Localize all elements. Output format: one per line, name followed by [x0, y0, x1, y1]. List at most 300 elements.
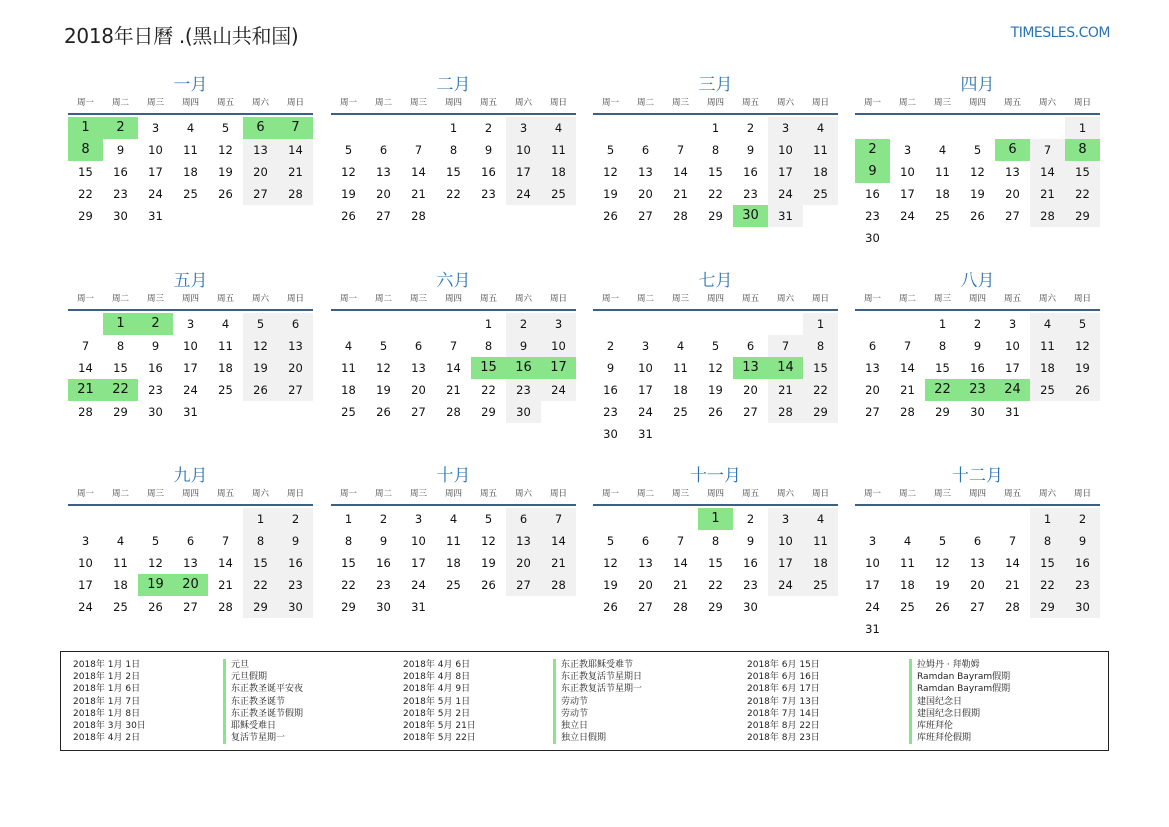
- holiday-date: 2018年 4月 9日: [403, 684, 471, 695]
- weekday-label: 周五: [1003, 98, 1021, 108]
- day-cell: 16: [603, 383, 618, 397]
- day-cell: 23: [113, 187, 128, 201]
- weekday-header: [593, 97, 838, 115]
- month-name: 十二月: [952, 466, 1003, 486]
- day-cell: 12: [481, 534, 496, 548]
- holiday-dates-col-3: [747, 659, 820, 744]
- weekday-label: 周四: [968, 489, 986, 499]
- weekday-label: 周日: [549, 294, 567, 304]
- day-cell: 1: [1065, 117, 1100, 139]
- day-cell: 23: [865, 209, 880, 223]
- holiday-name: 建国纪念日假期: [909, 708, 1010, 720]
- day-cell: 27: [183, 600, 198, 614]
- day-cell: 13: [243, 139, 278, 161]
- day-cell: 28: [900, 405, 915, 419]
- day-cell: 16: [481, 165, 496, 179]
- day-cell: 8: [803, 335, 838, 357]
- holiday-date: 2018年 8月 23日: [747, 733, 820, 744]
- day-cell: 11: [935, 165, 950, 179]
- day-cell: 27: [638, 600, 653, 614]
- weekday-label: 周三: [146, 294, 164, 304]
- day-cell: 10: [411, 534, 426, 548]
- weekday-label: 周六: [251, 98, 269, 108]
- empty-cell: [628, 117, 663, 139]
- empty-cell: [890, 508, 925, 530]
- day-cell: 3: [903, 143, 912, 157]
- month-block: [855, 269, 1100, 423]
- day-cell: 31: [183, 405, 198, 419]
- empty-cell: [331, 117, 366, 139]
- day-cell: 20: [506, 552, 541, 574]
- day-cell: 4: [186, 121, 195, 135]
- weekday-label: 周一: [339, 489, 357, 499]
- day-cell: 20: [970, 578, 985, 592]
- day-cell: 14: [218, 556, 233, 570]
- weekday-header: [68, 97, 313, 115]
- day-cell: 25: [1030, 379, 1065, 401]
- day-cell: 5: [151, 534, 160, 548]
- weekday-header: [593, 293, 838, 311]
- day-cell: 2: [606, 339, 615, 353]
- empty-cell: [366, 313, 401, 335]
- weekday-label: 周一: [601, 489, 619, 499]
- day-cell: 4: [449, 512, 458, 526]
- day-cell: 15: [243, 552, 278, 574]
- day-cell: 25: [113, 600, 128, 614]
- day-cell: 17: [865, 578, 880, 592]
- day-cell: 23: [481, 187, 496, 201]
- empty-cell: [890, 117, 925, 139]
- day-cell: 29: [1065, 205, 1100, 227]
- month-block: [68, 269, 313, 423]
- holiday-date: 2018年 7月 14日: [747, 708, 820, 719]
- weekday-label: 周二: [111, 98, 129, 108]
- weekday-header: [855, 97, 1100, 115]
- holiday-day-cell: 22: [925, 379, 960, 401]
- day-cell: 12: [218, 143, 233, 157]
- day-cell: 9: [973, 339, 982, 353]
- day-cell: 9: [746, 143, 755, 157]
- day-cell: 15: [446, 165, 461, 179]
- day-cell: 17: [768, 552, 803, 574]
- weekday-label: 周一: [76, 98, 94, 108]
- day-cell: 13: [970, 556, 985, 570]
- day-cell: 19: [376, 383, 391, 397]
- day-cell: 30: [603, 427, 618, 441]
- day-cell: 17: [768, 161, 803, 183]
- day-cell: 12: [148, 556, 163, 570]
- holiday-day-cell: 24: [995, 379, 1030, 401]
- day-cell: 13: [638, 556, 653, 570]
- holiday-name: 拉姆丹 · 拜勒姆: [909, 659, 1010, 671]
- day-cell: 24: [78, 600, 93, 614]
- day-cell: 25: [341, 405, 356, 419]
- holiday-day-cell: 23: [960, 379, 995, 401]
- day-cell: 22: [708, 187, 723, 201]
- weekday-label: 周二: [374, 489, 392, 499]
- day-cell: 31: [1005, 405, 1020, 419]
- day-cell: 23: [148, 383, 163, 397]
- day-cell: 13: [1005, 165, 1020, 179]
- day-cell: 7: [81, 339, 90, 353]
- day-cell: 13: [638, 165, 653, 179]
- holiday-date: 2018年 6月 16日: [747, 672, 820, 683]
- empty-cell: [436, 313, 471, 335]
- day-cell: 13: [411, 361, 426, 375]
- day-cell: 22: [1030, 574, 1065, 596]
- day-cell: 16: [970, 361, 985, 375]
- day-cell: 21: [411, 187, 426, 201]
- day-cell: 10: [768, 530, 803, 552]
- holiday-date: 2018年 1月 2日: [73, 672, 141, 683]
- empty-cell: [960, 508, 995, 530]
- month-name: 四月: [960, 75, 995, 95]
- day-cell: 6: [746, 339, 755, 353]
- month-name: 九月: [173, 466, 208, 486]
- day-cell: 26: [603, 209, 618, 223]
- holiday-day-cell: 14: [768, 357, 803, 379]
- weekday-label: 周六: [1038, 294, 1056, 304]
- weekday-label: 周四: [181, 294, 199, 304]
- day-cell: 31: [865, 622, 880, 636]
- day-grid: [593, 508, 838, 618]
- holiday-name: 库班拜伦假期: [909, 732, 1010, 744]
- day-cell: 21: [1030, 183, 1065, 205]
- day-cell: 8: [484, 339, 493, 353]
- weekday-label: 周三: [933, 489, 951, 499]
- holiday-names-col-2: [553, 659, 642, 744]
- weekday-label: 周三: [671, 294, 689, 304]
- month-block: [855, 464, 1100, 640]
- day-cell: 19: [1065, 357, 1100, 379]
- day-cell: 4: [221, 317, 230, 331]
- holiday-day-cell: 8: [68, 139, 103, 161]
- day-cell: 4: [938, 143, 947, 157]
- day-cell: 8: [938, 339, 947, 353]
- day-cell: 28: [411, 209, 426, 223]
- holiday-date: 2018年 1月 7日: [73, 696, 141, 707]
- day-cell: 13: [183, 556, 198, 570]
- day-cell: 28: [541, 574, 576, 596]
- weekday-label: 周五: [741, 489, 759, 499]
- day-cell: 14: [411, 165, 426, 179]
- day-cell: 29: [243, 596, 278, 618]
- day-cell: 1: [344, 512, 353, 526]
- month-block: [331, 464, 576, 618]
- day-cell: 30: [148, 405, 163, 419]
- day-cell: 16: [743, 165, 758, 179]
- weekday-header: [331, 488, 576, 506]
- day-cell: 18: [935, 187, 950, 201]
- weekday-label: 周六: [1038, 98, 1056, 108]
- day-cell: 12: [935, 556, 950, 570]
- holiday-name: 建国纪念日: [909, 696, 1010, 708]
- holiday-day-cell: 16: [506, 357, 541, 379]
- month-name: 五月: [173, 271, 208, 291]
- day-cell: 28: [78, 405, 93, 419]
- holiday-day-cell: 30: [733, 205, 768, 227]
- month-block: [331, 73, 576, 227]
- weekday-label: 周四: [706, 294, 724, 304]
- day-cell: 12: [708, 361, 723, 375]
- day-cell: 29: [481, 405, 496, 419]
- day-cell: 23: [743, 187, 758, 201]
- day-cell: 20: [278, 357, 313, 379]
- day-cell: 20: [376, 187, 391, 201]
- day-cell: 9: [379, 534, 388, 548]
- day-cell: 24: [638, 405, 653, 419]
- day-cell: 4: [903, 534, 912, 548]
- day-cell: 10: [1005, 339, 1020, 353]
- day-cell: 1: [803, 313, 838, 335]
- day-cell: 27: [278, 379, 313, 401]
- day-cell: 18: [1030, 357, 1065, 379]
- day-cell: 26: [243, 379, 278, 401]
- day-cell: 28: [1030, 205, 1065, 227]
- day-cell: 18: [113, 578, 128, 592]
- holiday-date: 2018年 1月 6日: [73, 684, 141, 695]
- day-cell: 29: [935, 405, 950, 419]
- day-cell: 14: [673, 556, 688, 570]
- day-cell: 30: [278, 596, 313, 618]
- day-cell: 8: [1030, 530, 1065, 552]
- weekday-header: [855, 293, 1100, 311]
- day-cell: 28: [1005, 600, 1020, 614]
- weekday-label: 周六: [776, 294, 794, 304]
- day-cell: 17: [411, 556, 426, 570]
- day-cell: 20: [743, 383, 758, 397]
- day-cell: 12: [341, 165, 356, 179]
- day-cell: 29: [1030, 596, 1065, 618]
- month-block: [593, 464, 838, 618]
- holiday-date: 2018年 3月 30日: [73, 721, 146, 732]
- day-cell: 18: [446, 556, 461, 570]
- day-cell: 3: [641, 339, 650, 353]
- holiday-date: 2018年 4月 2日: [73, 733, 141, 744]
- day-cell: 2: [973, 317, 982, 331]
- day-cell: 25: [900, 600, 915, 614]
- day-cell: 29: [341, 600, 356, 614]
- empty-cell: [960, 117, 995, 139]
- weekday-label: 周三: [671, 489, 689, 499]
- day-cell: 20: [865, 383, 880, 397]
- day-cell: 19: [481, 556, 496, 570]
- day-cell: 5: [606, 143, 615, 157]
- site-link[interactable]: TIMESLES.COM: [1010, 25, 1110, 41]
- day-cell: 30: [1065, 596, 1100, 618]
- day-cell: 24: [541, 379, 576, 401]
- day-cell: 4: [1030, 313, 1065, 335]
- day-cell: 21: [278, 161, 313, 183]
- weekday-label: 周日: [286, 294, 304, 304]
- day-grid: [593, 117, 838, 227]
- day-cell: 27: [376, 209, 391, 223]
- day-cell: 4: [344, 339, 353, 353]
- day-cell: 25: [935, 209, 950, 223]
- day-cell: 22: [708, 578, 723, 592]
- day-cell: 15: [935, 361, 950, 375]
- holiday-name: 东正教圣诞节: [223, 696, 303, 708]
- holiday-date: 2018年 5月 22日: [403, 733, 476, 744]
- empty-cell: [103, 508, 138, 530]
- weekday-label: 周三: [409, 294, 427, 304]
- month-block: [855, 73, 1100, 249]
- day-cell: 11: [1030, 335, 1065, 357]
- day-cell: 1: [1030, 508, 1065, 530]
- weekday-label: 周一: [76, 294, 94, 304]
- day-cell: 23: [278, 574, 313, 596]
- day-cell: 23: [743, 578, 758, 592]
- weekday-label: 周日: [1073, 489, 1091, 499]
- weekday-header: [331, 293, 576, 311]
- day-grid: [331, 117, 576, 227]
- day-cell: 26: [935, 600, 950, 614]
- day-cell: 29: [803, 401, 838, 423]
- day-cell: 1: [711, 121, 720, 135]
- weekday-label: 周五: [1003, 489, 1021, 499]
- holiday-dates-col-2: [403, 659, 476, 744]
- day-grid: [68, 313, 313, 423]
- holiday-names-col-1: [223, 659, 303, 744]
- day-cell: 28: [673, 600, 688, 614]
- day-cell: 27: [243, 183, 278, 205]
- day-cell: 10: [183, 339, 198, 353]
- day-cell: 30: [743, 600, 758, 614]
- weekday-label: 周五: [479, 294, 497, 304]
- day-cell: 29: [708, 600, 723, 614]
- day-grid: [855, 117, 1100, 249]
- day-cell: 21: [541, 552, 576, 574]
- day-cell: 21: [446, 383, 461, 397]
- day-cell: 21: [218, 578, 233, 592]
- day-cell: 21: [900, 383, 915, 397]
- day-cell: 6: [379, 143, 388, 157]
- holiday-day-cell: 1: [698, 508, 733, 530]
- weekday-label: 周二: [636, 489, 654, 499]
- holiday-date: 2018年 5月 1日: [403, 696, 471, 707]
- weekday-label: 周三: [671, 98, 689, 108]
- day-cell: 20: [1005, 187, 1020, 201]
- empty-cell: [698, 313, 733, 335]
- day-cell: 10: [541, 335, 576, 357]
- day-cell: 3: [506, 117, 541, 139]
- day-cell: 17: [506, 161, 541, 183]
- day-cell: 7: [903, 339, 912, 353]
- weekday-label: 周五: [479, 489, 497, 499]
- weekday-label: 周五: [216, 294, 234, 304]
- day-cell: 19: [603, 187, 618, 201]
- day-cell: 15: [708, 165, 723, 179]
- day-cell: 11: [541, 139, 576, 161]
- day-cell: 2: [506, 313, 541, 335]
- weekday-label: 周五: [741, 294, 759, 304]
- day-cell: 9: [278, 530, 313, 552]
- day-cell: 3: [414, 512, 423, 526]
- day-cell: 15: [1030, 552, 1065, 574]
- day-cell: 22: [446, 187, 461, 201]
- day-cell: 18: [900, 578, 915, 592]
- weekday-label: 周四: [968, 294, 986, 304]
- day-cell: 19: [341, 187, 356, 201]
- day-cell: 4: [803, 117, 838, 139]
- empty-cell: [208, 508, 243, 530]
- day-cell: 14: [1005, 556, 1020, 570]
- holiday-date: 2018年 4月 8日: [403, 672, 471, 683]
- weekday-label: 周日: [811, 489, 829, 499]
- day-cell: 17: [1005, 361, 1020, 375]
- day-cell: 15: [341, 556, 356, 570]
- day-cell: 8: [243, 530, 278, 552]
- day-grid: [855, 313, 1100, 423]
- day-cell: 26: [603, 600, 618, 614]
- month-block: [68, 73, 313, 227]
- holiday-list: [60, 651, 1109, 751]
- day-cell: 5: [973, 143, 982, 157]
- day-cell: 24: [900, 209, 915, 223]
- day-cell: 11: [113, 556, 128, 570]
- holiday-day-cell: 8: [1065, 139, 1100, 161]
- day-cell: 12: [603, 165, 618, 179]
- day-cell: 7: [676, 534, 685, 548]
- day-cell: 27: [506, 574, 541, 596]
- weekday-label: 周五: [216, 489, 234, 499]
- day-cell: 14: [446, 361, 461, 375]
- holiday-day-cell: 2: [855, 139, 890, 161]
- weekday-label: 周三: [933, 98, 951, 108]
- weekday-label: 周日: [286, 489, 304, 499]
- day-cell: 9: [116, 143, 125, 157]
- day-cell: 30: [376, 600, 391, 614]
- weekday-label: 周二: [374, 294, 392, 304]
- empty-cell: [768, 313, 803, 335]
- day-cell: 12: [603, 556, 618, 570]
- day-cell: 19: [218, 165, 233, 179]
- day-cell: 24: [768, 183, 803, 205]
- weekday-label: 周五: [741, 98, 759, 108]
- day-cell: 6: [868, 339, 877, 353]
- day-cell: 24: [506, 183, 541, 205]
- day-cell: 5: [344, 143, 353, 157]
- day-cell: 28: [446, 405, 461, 419]
- weekday-label: 周一: [76, 489, 94, 499]
- day-cell: 7: [1008, 534, 1017, 548]
- day-cell: 17: [183, 361, 198, 375]
- day-cell: 11: [183, 143, 198, 157]
- day-cell: 26: [970, 209, 985, 223]
- day-cell: 2: [484, 121, 493, 135]
- day-cell: 27: [638, 209, 653, 223]
- month-block: [593, 269, 838, 445]
- weekday-label: 周五: [216, 98, 234, 108]
- day-cell: 19: [935, 578, 950, 592]
- day-cell: 25: [673, 405, 688, 419]
- month-name: 三月: [698, 75, 733, 95]
- weekday-label: 周日: [549, 98, 567, 108]
- day-grid: [68, 117, 313, 227]
- day-cell: 6: [278, 313, 313, 335]
- empty-cell: [855, 508, 890, 530]
- weekday-label: 周三: [146, 98, 164, 108]
- holiday-day-cell: 22: [103, 379, 138, 401]
- holiday-name: 耶稣受难日: [223, 720, 303, 732]
- day-cell: 31: [768, 205, 803, 227]
- day-cell: 24: [865, 600, 880, 614]
- day-cell: 5: [938, 534, 947, 548]
- day-cell: 16: [278, 552, 313, 574]
- empty-cell: [331, 313, 366, 335]
- day-cell: 17: [638, 383, 653, 397]
- day-cell: 12: [243, 335, 278, 357]
